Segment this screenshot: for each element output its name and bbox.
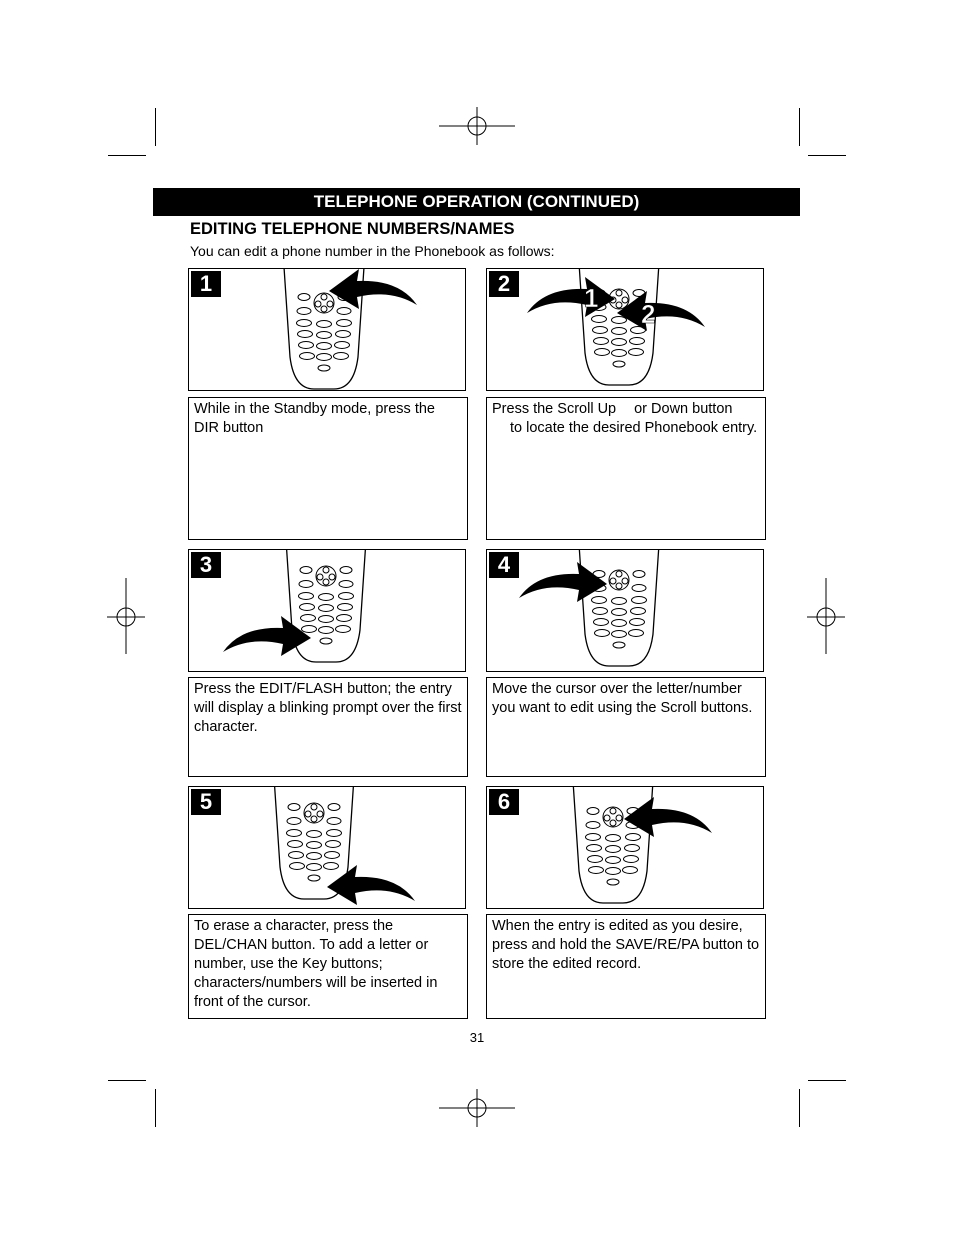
registration-target-right [807,578,847,656]
step-number-badge: 4 [489,552,519,578]
step-number-badge: 3 [191,552,221,578]
step-1-illustration [188,268,466,391]
registration-target-top [437,107,517,147]
step-5-illustration [188,786,466,909]
arrow-label-1: 1 [584,283,599,313]
step-2-text-c: to locate the desired Phonebook entry. [510,420,758,436]
step-1-text: While in the Standby mode, press the DIR button [188,397,468,540]
step-2-text-b: or Down button [634,401,733,417]
registration-target-left [107,578,147,656]
step-2-text [486,397,766,540]
step-2-illustration [486,268,764,391]
step-4-text: Move the cursor over the letter/number you want to edit using the Scroll buttons. [486,677,766,777]
step-number-badge: 6 [489,789,519,815]
step-number-badge: 2 [489,271,519,297]
registration-target-bottom [437,1089,517,1129]
page-title: EDITING TELEPHONE NUMBERS/NAMES [190,220,515,238]
section-header-bar: TELEPHONE OPERATION (CONTINUED) [153,188,800,216]
step-number-badge: 1 [191,271,221,297]
step-4-illustration [486,549,764,672]
step-3-illustration [188,549,466,672]
arrow-label-2: 2 [641,299,656,329]
step-3-text: Press the EDIT/FLASH button; the entry will display a blinking prompt over the first character. [188,677,468,777]
step-number-badge: 5 [191,789,221,815]
step-6-illustration [486,786,764,909]
page-number: 31 [469,1030,485,1045]
phone-handset-icon [573,787,653,903]
step-2-text-a: Press the Scroll Up [492,401,617,417]
step-5-text: To erase a character, press the DEL/CHAN button. To add a letter or number, use the Key buttons; characters/numbers will be inserted in front of the cursor. [188,914,468,1019]
intro-text: You can edit a phone number in the Phonebook as follows: [190,243,555,259]
step-6-text: When the entry is edited as you desire, press and hold the SAVE/RE/PA button to store the edited record. [486,914,766,1019]
phone-handset-icon [579,550,659,666]
